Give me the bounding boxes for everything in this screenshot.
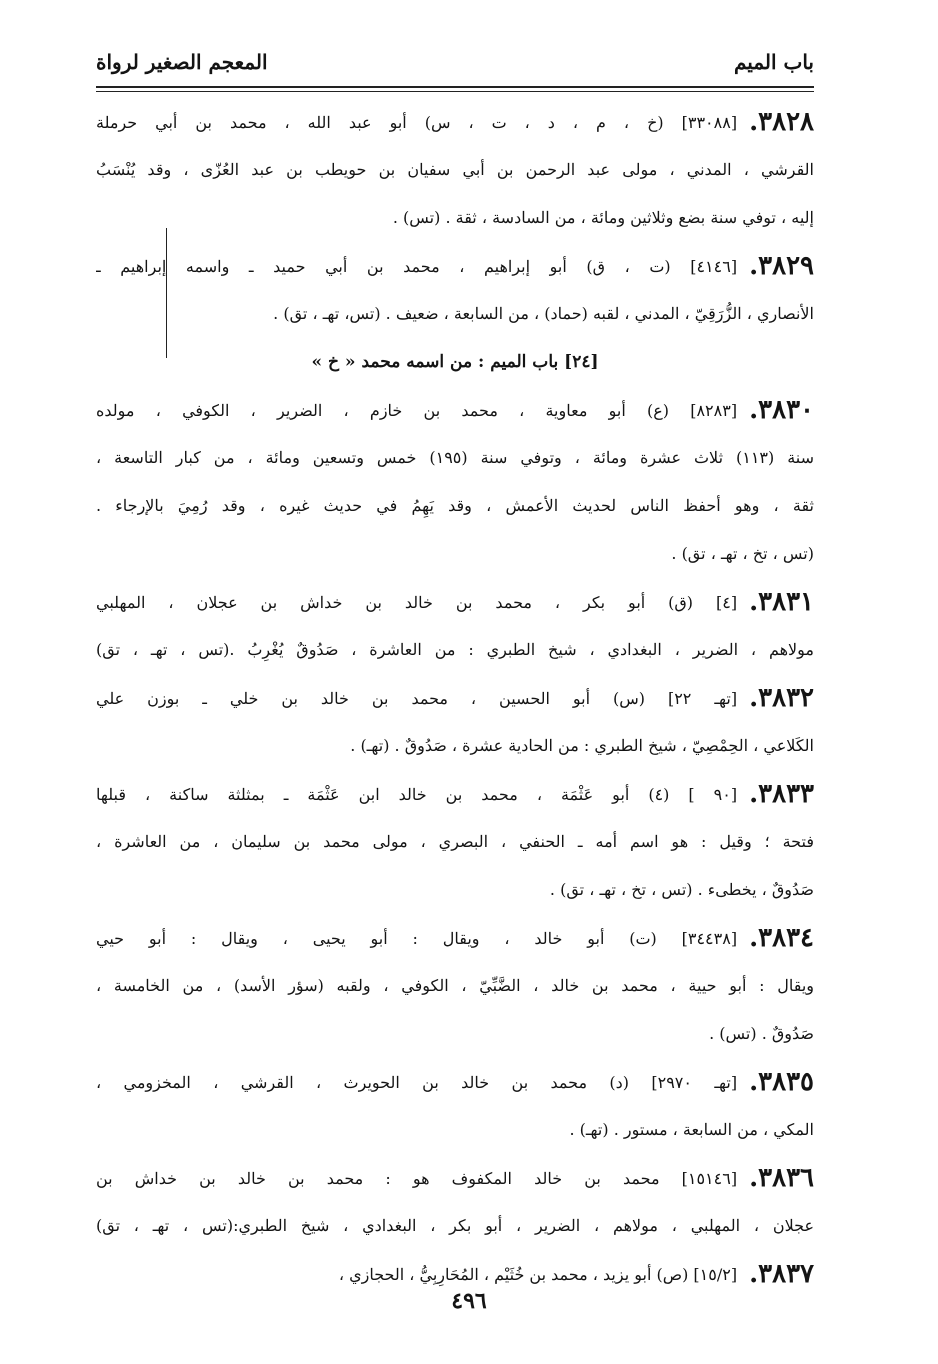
header-rule-thick	[96, 86, 814, 88]
entry-number: ٣٨٣٧.	[749, 1259, 814, 1289]
entry-line	[96, 242, 814, 290]
entry-line	[96, 578, 814, 626]
entry-number: ٣٨٣٢.	[749, 683, 814, 713]
entry-line: (تس ، تخ ، تهـ ، تق) .	[671, 544, 814, 563]
entry-line	[96, 98, 814, 146]
entry-line	[96, 674, 814, 722]
entry-line: الكَلاعي ، الحِمْصِيّ ، شيخ الطبري : من الحادية عشرة ، صَدُوقٌ . (تهـ) .	[350, 736, 814, 755]
entry-text: [تهـ ٢٢] (س) أبو الحسين ، محمد بن خالد بن خلي ـ بوزن علي	[96, 689, 738, 708]
entry-line	[96, 1058, 814, 1106]
entry-text: [١٥/٢] (ص) أبو يزيد ، محمد بن خُثَيْم ، المُحَارِبِيُّ ، الحجازي ،	[338, 1265, 738, 1284]
entry-text: [تهـ ٢٩٧٠] (د) محمد بن خالد بن الحويرث ، القرشي ، المخزومي ،	[96, 1073, 738, 1092]
entry-line	[96, 1154, 814, 1202]
entry-line: ثقة ، وهو أحفظ الناس لحديث الأعمش ، وقد يَهِمُ في حديث غيره ، وقد رُمِيَ بالإرجاء .	[96, 496, 814, 515]
book-title: المعجم الصغير لرواة	[96, 50, 268, 74]
entry-line: مولاهم ، الضرير ، البغدادي ، شيخ الطبري : من العاشرة ، صَدُوقٌ يُغْرِبُ .(تس ، تهـ ، تق)	[96, 640, 814, 659]
entry-number: ٣٨٣٠.	[749, 395, 814, 425]
entry-text: [٩٠ ] (٤) أبو عَثْمَة ، محمد بن خالد ابن عَثْمَة ـ بمثلثة ساكنة ، قبلها	[96, 785, 738, 804]
entry-number: ٣٨٣٦.	[749, 1163, 814, 1193]
entry-text: [٣٣٠٨٨] (خ ، م ، د ، ت ، س) أبو عبد الله ، محمد بن أبي حرملة	[96, 113, 738, 132]
page-number: ٤٩٦	[451, 1288, 487, 1314]
entry-number: ٣٨٣٥.	[749, 1067, 814, 1097]
entry-line: صَدُوقٌ . (تس) .	[709, 1024, 814, 1043]
entry-line	[96, 914, 814, 962]
entry-number: ٣٨٣٣.	[749, 779, 814, 809]
entry-line: القرشي ، المدني ، مولى عبد الرحمن بن أبي سفيان بن حويطب بن عبد العُزّى ، وقد يُنْسَبُ	[96, 160, 814, 179]
entry-line: المكي ، من السابعة ، مستور . (تهـ) .	[569, 1120, 814, 1139]
chapter-title: باب الميم	[733, 50, 814, 74]
entry-line: الأنصاري ، الزُّرَقِيّ ، المدني ، لقبه (حماد) ، من السابعة ، ضعيف . (تس، تهـ ، تق) .	[273, 304, 814, 323]
entry-line: سنة (١١٣) ثلاث عشرة ومائة ، وتوفي سنة (١٩٥) خمس وتسعين ومائة ، من كبار التاسعة ،	[96, 448, 814, 467]
entries-body	[96, 98, 814, 1298]
entry-line: إليه ، توفي سنة بضع وثلاثين ومائة ، من السادسة ، ثقة . (تس) .	[392, 208, 814, 227]
entry-line	[96, 770, 814, 818]
entry-text: [٤] (ق) أبو بكر ، محمد بن خالد بن خداش بن عجلان ، المهلبي	[96, 593, 738, 612]
entry-line	[96, 386, 814, 434]
entry-text: [٤١٤٦] (ت ، ق) أبو إبراهيم ، محمد بن أبي حميد ـ واسمه إبراهيم ـ	[96, 257, 738, 276]
entry-line: صَدُوقٌ ، يخطىء . (تس ، تخ ، تهـ ، تق) .	[549, 880, 814, 899]
header-rule-thin	[96, 91, 814, 92]
entry-number: ٣٨٣١.	[749, 587, 814, 617]
section-heading: [٢٤] باب الميم : من اسمه محمد « خ »	[311, 352, 599, 372]
entry-line: ويقال : أبو حيية ، محمد بن خالد ، الضَّبِّيّ ، الكوفي ، ولقبه (سؤر الأسد) ، من الخامسة ،	[96, 976, 814, 995]
entry-number: ٣٨٢٨.	[749, 107, 814, 137]
entry-number: ٣٨٣٤.	[749, 923, 814, 953]
entry-line: فتحة ؛ وقيل : هو اسم أمه ـ الحنفي ، البصري ، مولى محمد بن سليمان ، من العاشرة ،	[96, 832, 814, 851]
entry-text: [٨٢٨٣] (ع) أبو معاوية ، محمد بن خازم ، الضرير ، الكوفي ، مولده	[96, 401, 738, 420]
entry-line: عجلان ، المهلبي ، مولاهم ، الضرير ، أبو بكر ، البغدادي ، شيخ الطبري:(تس ، تهـ ، تق)	[96, 1216, 814, 1235]
entry-number: ٣٨٢٩.	[749, 251, 814, 281]
entry-text: [٣٤٤٣٨] (ت) أبو خالد ، ويقال : أبو يحيى ، ويقال : أبو حيي	[96, 929, 738, 948]
entry-text: [١٥١٤٦] محمد بن خالد المكفوف هو : محمد بن خالد بن خداش بن	[96, 1169, 738, 1188]
running-header	[96, 38, 814, 86]
